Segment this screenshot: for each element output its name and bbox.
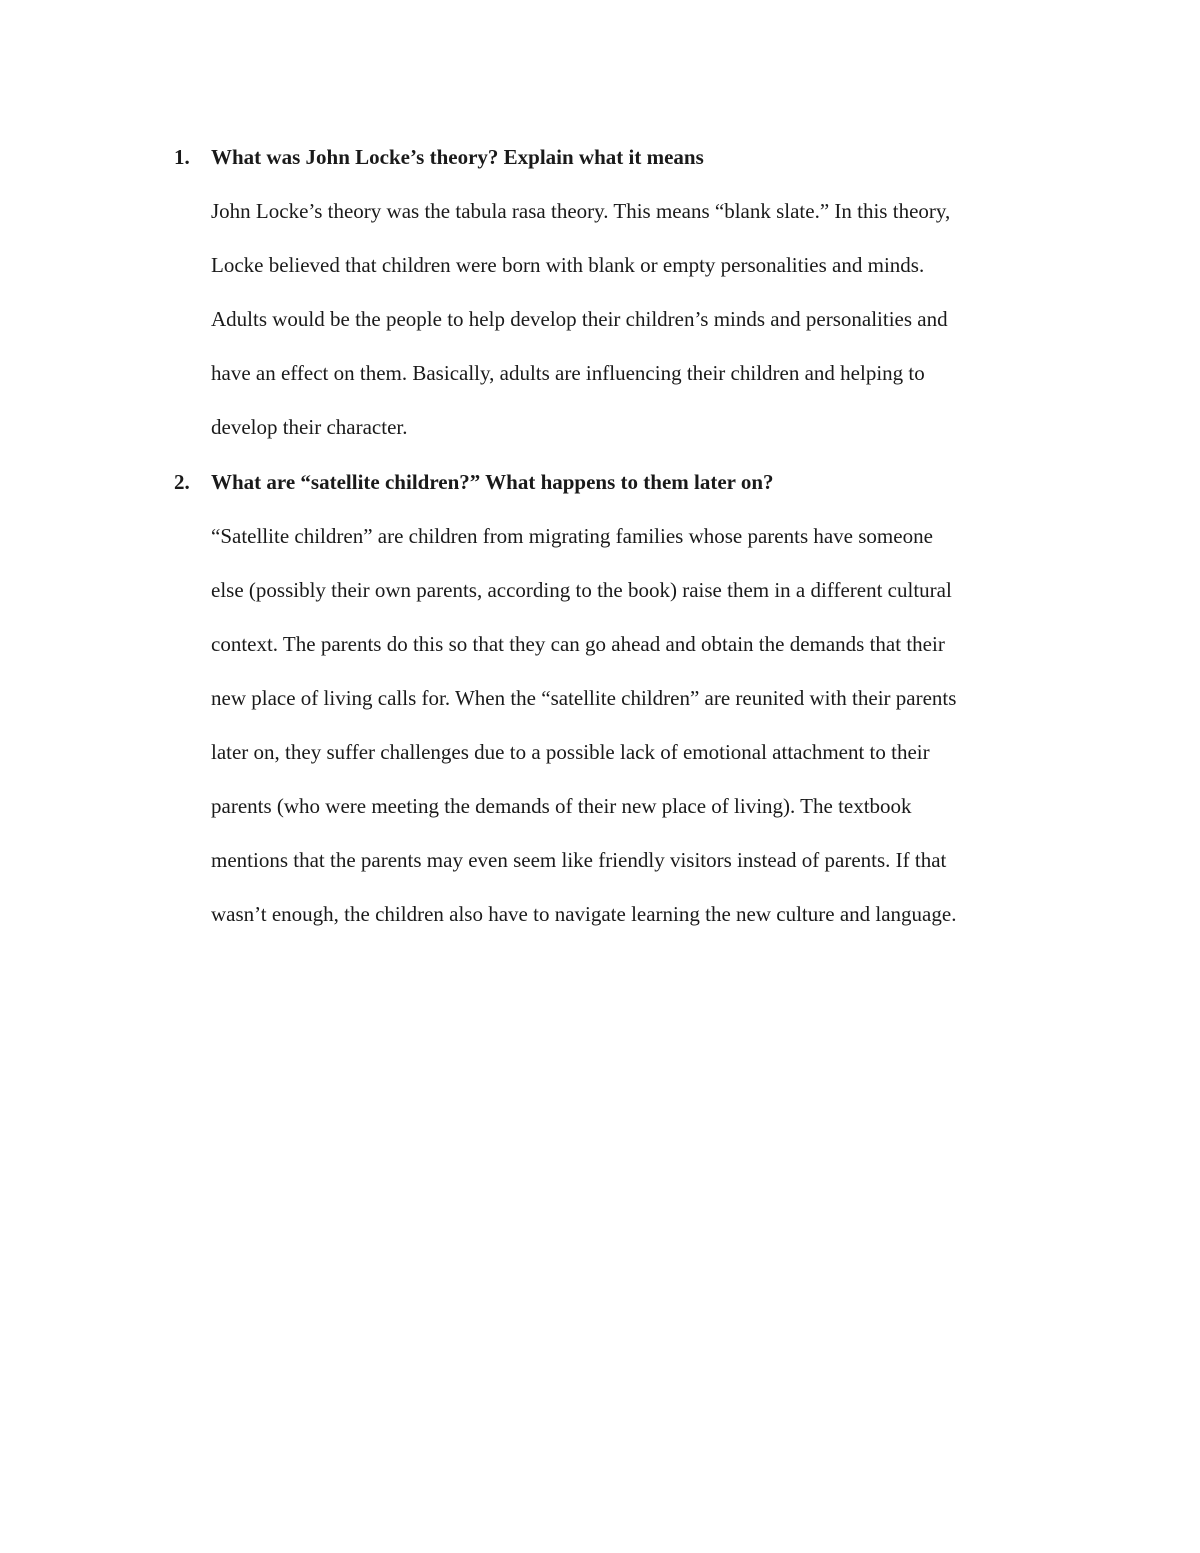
answer-line: else (possibly their own parents, according to the book) raise them in a different cultural [211,578,952,602]
question-number-1: 1. [174,145,190,169]
question-heading-2 [174,466,1074,498]
answer-line: context. The parents do this so that they can go ahead and obtain the demands that their [211,632,945,656]
answer-line: “Satellite children” are children from migrating families whose parents have someone [211,524,933,548]
answer-paragraph-2 [211,509,1074,941]
question-item-1 [174,141,1074,454]
answer-line: later on, they suffer challenges due to a possible lack of emotional attachment to their [211,740,930,764]
question-text-1: What was John Locke’s theory? Explain what it means [211,145,704,169]
question-heading-1 [174,141,1074,173]
question-item-2 [174,466,1074,941]
answer-line: have an effect on them. Basically, adults are influencing their children and helping to [211,361,925,385]
answer-paragraph-1 [211,184,1074,454]
answer-line: develop their character. [211,415,408,439]
answer-line: John Locke’s theory was the tabula rasa theory. This means “blank slate.” In this theory, [211,199,951,223]
answer-line: Locke believed that children were born with blank or empty personalities and minds. [211,253,925,277]
question-text-2: What are “satellite children?” What happens to them later on? [211,470,774,494]
answer-line: wasn’t enough, the children also have to navigate learning the new culture and language. [211,902,957,926]
answer-line: parents (who were meeting the demands of their new place of living). The textbook [211,794,912,818]
answer-line: new place of living calls for. When the “satellite children” are reunited with their parents [211,686,957,710]
answer-line: Adults would be the people to help develop their children’s minds and personalities and [211,307,948,331]
answer-line: mentions that the parents may even seem like friendly visitors instead of parents. If that [211,848,947,872]
question-number-2: 2. [174,470,190,494]
